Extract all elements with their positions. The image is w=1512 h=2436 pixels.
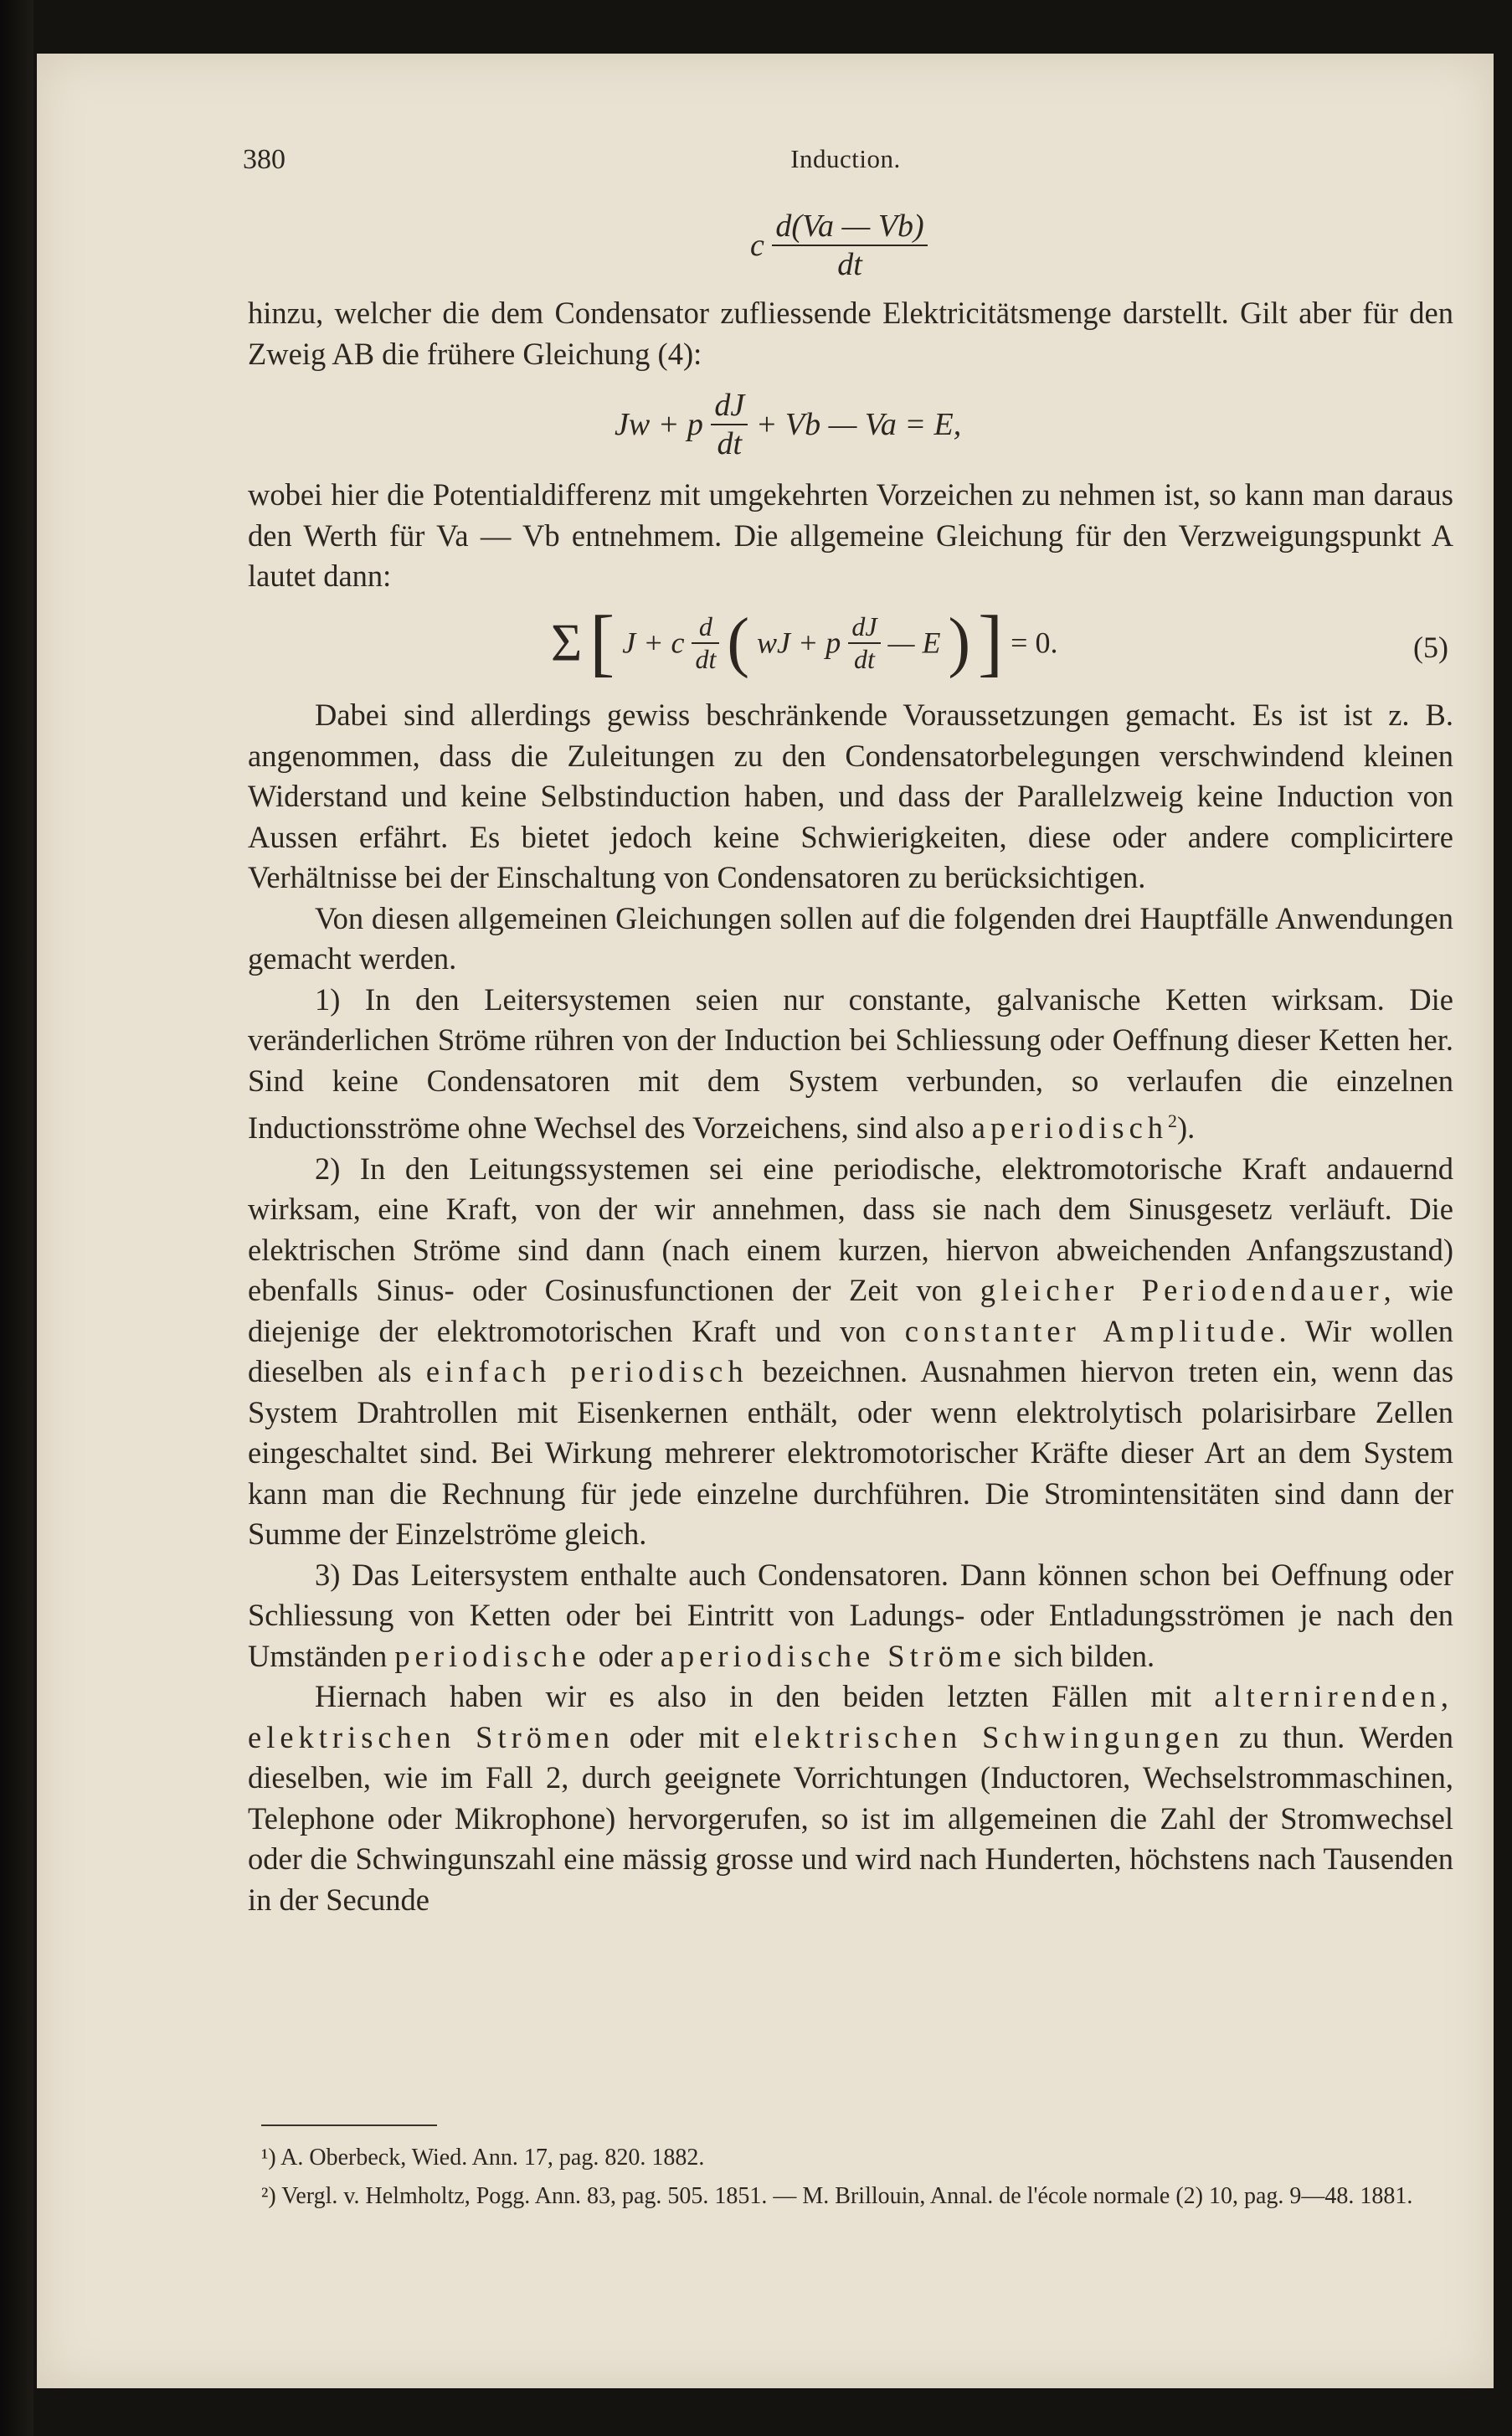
footnote-1: ¹) A. Oberbeck, Wied. Ann. 17, pag. 820. 1882. [261,2145,705,2171]
eq5-bracket-open: [ [589,601,615,684]
p6-text-c: , wie diejenige der elektromotorischen Kraft und von [248,1273,1453,1348]
eq5-dj-num: dJ [848,611,880,644]
eq4-left: Jw + p [615,407,703,442]
eq5-bracket-close: ] [978,601,1004,684]
eq-top-numerator: d(Va — Vb) [772,208,927,246]
p8-spaced-schwingungen: elektrischen Schwingungen [753,1719,1225,1754]
p7-text-e: sich bilden. [1013,1638,1155,1673]
eq4-fraction [711,387,748,462]
eq-top-fraction [772,208,927,283]
eq-top-coef: c [750,228,764,263]
eq5-paren-close: ) [948,605,971,679]
eq4-right: + Vb — Va = E, [755,407,962,442]
p8-text-c: oder mit [629,1719,740,1754]
page-header [243,141,1448,183]
p7-text-a: 3) Das Leitersystem enthalte auch Condensatoren. Dann können schon bei Oeffnung oder Schliessung von Ketten oder bei Eintritt von Ladungs- oder Entladungsströmen je nach den Umständen [248,1557,1453,1673]
eq4-frac-den: dt [717,426,743,461]
p6-spaced-einfach: einfach periodisch [425,1354,748,1389]
p7-spaced-aperiodische: aperiodische Ströme [660,1638,1006,1673]
equation-4 [615,387,961,462]
p6-text-e: . Wir wollen dieselben als [248,1313,1453,1389]
equation-5 [551,600,1057,686]
paragraph-2-block [248,475,1453,597]
eq5-part1: J + c [622,626,685,660]
paragraph-6 [248,1149,1453,1555]
p8-spaced-alternirenden: alternirenden, elektrischen Strömen [248,1679,1454,1754]
equation-5-label: (5) [1413,631,1448,664]
paragraph-3: Dabei sind allerdings gewiss beschränkende Voraussetzungen gemacht. Es ist ist z. B. angenommen, dass die Zuleitungen zu den Condensatorbelegungen verschwindend kleinen Widerstand und keine Selbstinduction haben, und dass der Parallelzweig keine Induction von Aussen erfährt. Es bietet jedoch keine Schwierigkeiten, diese oder andere complicirtere Verhältnisse bei der Einschaltung von Condensatoren zu berücksichtigen. [248,698,1453,894]
paragraph-1: hinzu, welcher die dem Condensator zufliessende Elektricitätsmenge darstellt. Gilt aber für den Zweig AB die frühere Gleichung (4): [248,296,1453,371]
eq5-result: = 0. [1011,626,1058,660]
p6-text-a: 2) In den Leitungssystemen sei eine periodische, elektromotorische Kraft andauernd wirksam, eine Kraft, von der wir annehmen, dass sie nach dem Sinusgesetz verläuft. Die elektrischen Ströme sind dann (nach einem kurzen, hiervon abweichenden Anfangszustand) ebenfalls Sinus- oder Cosinusfunctionen der Zeit von [248,1151,1453,1308]
p7-text-c: oder [598,1638,653,1673]
eq5-part3: — E [887,626,941,660]
eq5-sigma: Σ [551,612,583,672]
paragraph-7 [248,1555,1453,1677]
p5-text-a: 1) In den Leitersystemen seien nur constante, galvanische Ketten wirksam. Die veränderlichen Ströme rühren von der Induction bei Schliessung oder Oeffnung dieser Ketten her. Sind keine Condensatoren mit dem System verbunden, so verlaufen die einzelnen Inductionsströme ohne Wechsel des Vorzeichens, sind also [248,981,1453,1146]
eq-top-denominator: dt [837,247,862,282]
eq5-d-num: d [692,611,719,644]
p6-spaced-amplitude: constanter Amplitude [904,1313,1279,1348]
page-number: 380 [243,144,285,175]
paragraph-8 [248,1676,1453,1920]
p8-text-a: Hiernach haben wir es also in den beiden letzten Fällen mit [315,1679,1192,1714]
paragraph-2: wobei hier die Potentialdifferenz mit umgekehrten Vorzeichen zu nehmen ist, so kann man daraus den Werth für Va — Vb entnehmem. Die allgemeine Gleichung für den Verzweigungspunkt A lautet dann: [248,477,1453,593]
eq5-dj-den: dt [853,643,875,674]
p7-spaced-periodische: periodische [394,1638,591,1673]
eq5-paren-open: ( [727,605,750,679]
footnote-2: ²) Vergl. v. Helmholtz, Pogg. Ann. 83, pag. 505. 1851. — M. Brillouin, Annal. de l'école normale (2) 10, pag. 9—48. 1881. [261,2183,1413,2209]
equation-top [750,208,928,283]
p6-text-g: bezeichnen. Ausnahmen hiervon treten ein, wenn das System Drahtrollen mit Eisenkernen enthält, oder wenn elektrolytisch polarisirbare Zellen eingeschaltet sind. Bei Wirkung mehrerer elektromotorischer Kräfte dieser Art an dem System kann man die Rechnung für jede einzelne durchführen. Die Stromintensitäten sind dann der Summe der Einzelströme gleich. [248,1354,1454,1552]
p5-text-c: ). [1177,1110,1196,1146]
p8-text-e: zu thun. Werden dieselben, wie im Fall 2, durch geeignete Vorrichtungen (Inductoren, Wechselstrommaschinen, Telephone oder Mikrophone) hervorgerufen, so ist im allgemeinen die Zahl der Stromwechsel oder die Schwingunszahl eine mässig grosse und wird nach Hunderten, höchstens nach Tausenden in der Secunde [248,1719,1453,1917]
paragraph-5 [248,980,1453,1149]
eq5-dj-frac [848,611,880,675]
eq4-frac-num: dJ [711,387,748,425]
book-shadow [0,0,33,2436]
eq5-d-frac [692,611,719,675]
eq5-d-den: dt [695,643,717,674]
body-block [248,695,1453,1920]
p5-spaced-aperiodisch: aperiodisch [971,1110,1169,1146]
p6-spaced-periodendauer: gleicher Periodendauer [980,1273,1384,1308]
paragraph-1-block [248,293,1453,374]
paragraph-4: Von diesen allgemeinen Gleichungen sollen auf die folgenden drei Hauptfälle Anwendungen gemacht werden. [248,900,1453,976]
footnote-rule [261,2124,437,2126]
running-title: Induction. [790,144,901,173]
eq5-part2: wJ + p [757,626,841,660]
p5-footnote-ref: 2 [1168,1110,1177,1131]
